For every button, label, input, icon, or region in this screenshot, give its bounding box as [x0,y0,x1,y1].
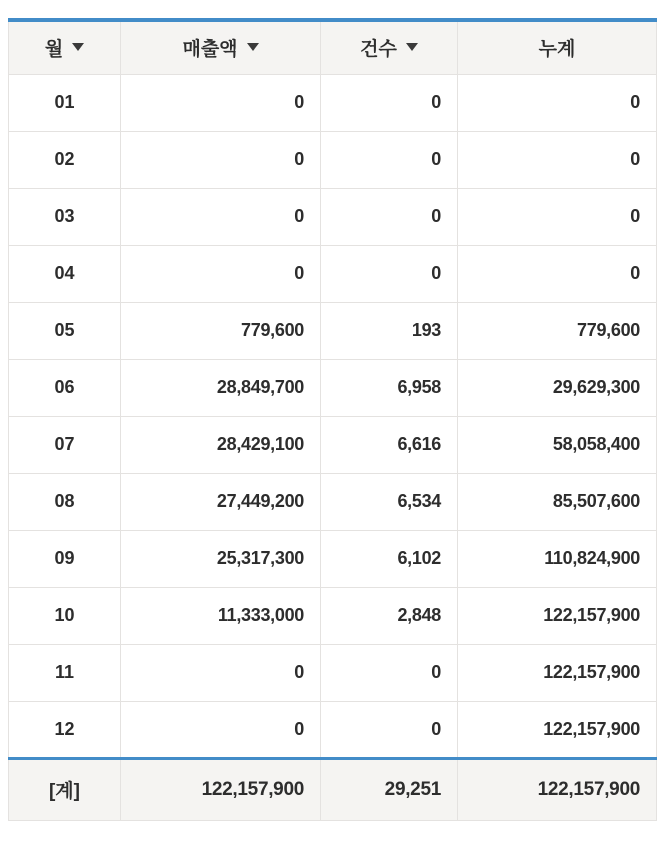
cumulative-cell: 85,507,600 [458,473,657,530]
count-cell: 0 [321,701,458,758]
count-cell: 0 [321,644,458,701]
month-cell: 12 [9,701,121,758]
count-cell: 0 [321,188,458,245]
month-cell: 09 [9,530,121,587]
table-row [9,188,657,245]
cumulative-cell: 0 [458,245,657,302]
column-header-cumulative-label: 누계 [538,39,576,61]
month-cell: 05 [9,302,121,359]
total-cumulative-value: 122,157,900 [458,758,657,820]
table-row [9,245,657,302]
sales-cell: 28,849,700 [121,359,321,416]
sales-cell: 0 [121,74,321,131]
sales-cell: 779,600 [121,302,321,359]
count-cell: 6,616 [321,416,458,473]
sales-cell: 0 [121,245,321,302]
column-header-count[interactable] [321,20,458,74]
count-cell: 6,102 [321,530,458,587]
total-count-value: 29,251 [321,758,458,820]
table-row [9,530,657,587]
count-cell: 6,534 [321,473,458,530]
table-header [9,20,657,74]
table-row [9,701,657,758]
cumulative-cell: 0 [458,74,657,131]
count-cell: 193 [321,302,458,359]
cumulative-cell: 122,157,900 [458,644,657,701]
table-row [9,359,657,416]
table-row [9,131,657,188]
column-header-month-label: 월 [44,39,64,61]
month-cell: 10 [9,587,121,644]
monthly-sales-table [8,18,657,821]
month-cell: 02 [9,131,121,188]
monthly-sales-table-container [8,18,656,821]
sales-cell: 25,317,300 [121,530,321,587]
month-cell: 03 [9,188,121,245]
column-header-sales[interactable] [121,20,321,74]
caret-down-icon[interactable] [72,43,84,51]
month-cell: 08 [9,473,121,530]
count-cell: 0 [321,131,458,188]
count-cell: 2,848 [321,587,458,644]
month-cell: 01 [9,74,121,131]
total-row [9,758,657,820]
month-cell: 11 [9,644,121,701]
header-row [9,20,657,74]
table-row [9,416,657,473]
table-body [9,74,657,758]
cumulative-cell: 122,157,900 [458,701,657,758]
table-row [9,74,657,131]
count-cell: 0 [321,74,458,131]
total-row-label: [계] [9,758,121,820]
count-cell: 0 [321,245,458,302]
month-cell: 07 [9,416,121,473]
column-header-cumulative [458,20,657,74]
month-cell: 04 [9,245,121,302]
month-cell: 06 [9,359,121,416]
count-cell: 6,958 [321,359,458,416]
sales-cell: 0 [121,701,321,758]
caret-down-icon[interactable] [247,43,259,51]
cumulative-cell: 58,058,400 [458,416,657,473]
sales-cell: 0 [121,644,321,701]
table-row [9,644,657,701]
table-footer [9,758,657,820]
cumulative-cell: 779,600 [458,302,657,359]
column-header-sales-label: 매출액 [182,39,238,61]
total-sales-value: 122,157,900 [121,758,321,820]
cumulative-cell: 122,157,900 [458,587,657,644]
column-header-count-label: 건수 [360,39,397,61]
sales-cell: 28,429,100 [121,416,321,473]
sales-cell: 0 [121,131,321,188]
sales-cell: 27,449,200 [121,473,321,530]
cumulative-cell: 110,824,900 [458,530,657,587]
cumulative-cell: 0 [458,188,657,245]
sales-cell: 11,333,000 [121,587,321,644]
cumulative-cell: 29,629,300 [458,359,657,416]
sales-cell: 0 [121,188,321,245]
cumulative-cell: 0 [458,131,657,188]
table-row [9,587,657,644]
column-header-month[interactable] [9,20,121,74]
table-row [9,302,657,359]
caret-down-icon[interactable] [406,43,418,51]
table-row [9,473,657,530]
